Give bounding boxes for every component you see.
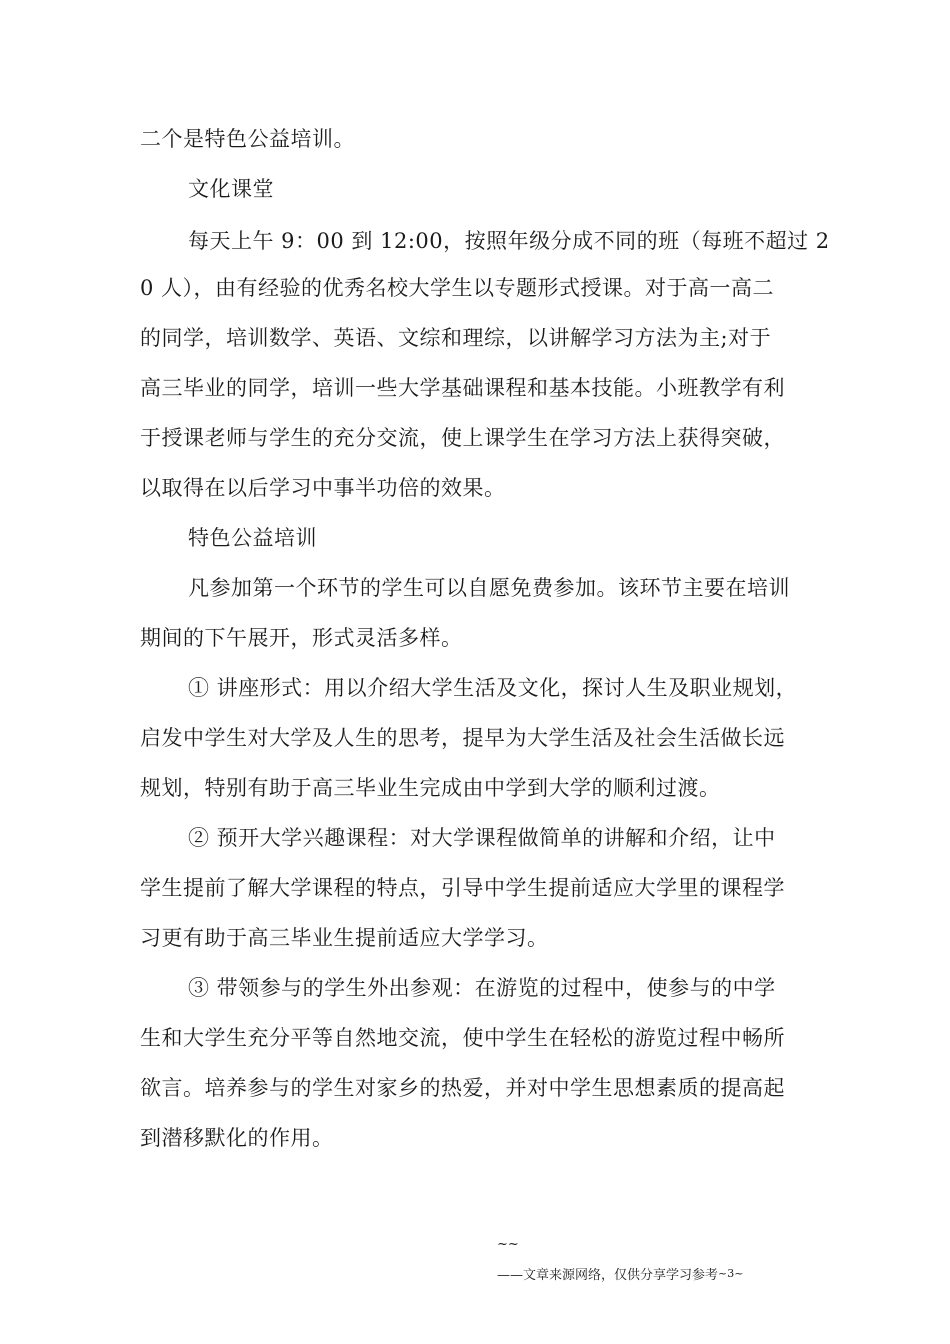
section-heading: 文化课堂: [188, 177, 274, 201]
section-heading: 特色公益培训: [188, 526, 317, 550]
page-number: ~3~: [718, 1267, 744, 1280]
list-item-line: 欲言。培养参与的学生对家乡的热爱，并对中学生思想素质的提高起: [140, 1076, 785, 1100]
list-item-line: 学生提前了解大学课程的特点，引导中学生提前适应大学里的课程学: [140, 876, 785, 900]
list-item-line: 习更有助于高三毕业生提前适应大学学习。: [140, 926, 549, 950]
paragraph-line: 的同学，培训数学、英语、文综和理综，以讲解学习方法为主;对于: [140, 326, 772, 350]
paragraph-line: 于授课老师与学生的充分交流，使上课学生在学习方法上获得突破，: [140, 426, 785, 450]
footer-mark: ~~: [497, 1237, 519, 1252]
list-item-line: ③ 带领参与的学生外出参观：在游览的过程中，使参与的中学: [188, 976, 776, 1000]
paragraph-line: 高三毕业的同学，培训一些大学基础课程和基本技能。小班教学有利: [140, 376, 785, 400]
paragraph-line: 0 人），由有经验的优秀名校大学生以专题形式授课。对于高一高二: [140, 276, 775, 300]
list-item-line: ① 讲座形式：用以介绍大学生活及文化，探讨人生及职业规划，: [188, 676, 798, 700]
list-item-line: 规划，特别有助于高三毕业生完成由中学到大学的顺利过渡。: [140, 776, 721, 800]
list-item-line: ② 预开大学兴趣课程：对大学课程做简单的讲解和介绍，让中: [188, 826, 776, 850]
footer-source-text: ——文章来源网络，仅供分享学习参考: [497, 1268, 719, 1283]
paragraph-line: 期间的下午展开，形式灵活多样。: [140, 626, 463, 650]
list-item-line: 到潜移默化的作用。: [140, 1126, 334, 1150]
paragraph-line: 凡参加第一个环节的学生可以自愿免费参加。该环节主要在培训: [188, 576, 790, 600]
text-line: 二个是特色公益培训。: [140, 127, 355, 151]
list-item-line: 生和大学生充分平等自然地交流，使中学生在轻松的游览过程中畅所: [140, 1026, 785, 1050]
list-item-line: 启发中学生对大学及人生的思考，提早为大学生活及社会生活做长远: [140, 726, 785, 750]
paragraph-line: 以取得在以后学习中事半功倍的效果。: [140, 476, 506, 500]
paragraph-line: 每天上午 9：00 到 12:00，按照年级分成不同的班（每班不超过 2: [188, 229, 830, 253]
footer-note: [497, 1266, 743, 1284]
